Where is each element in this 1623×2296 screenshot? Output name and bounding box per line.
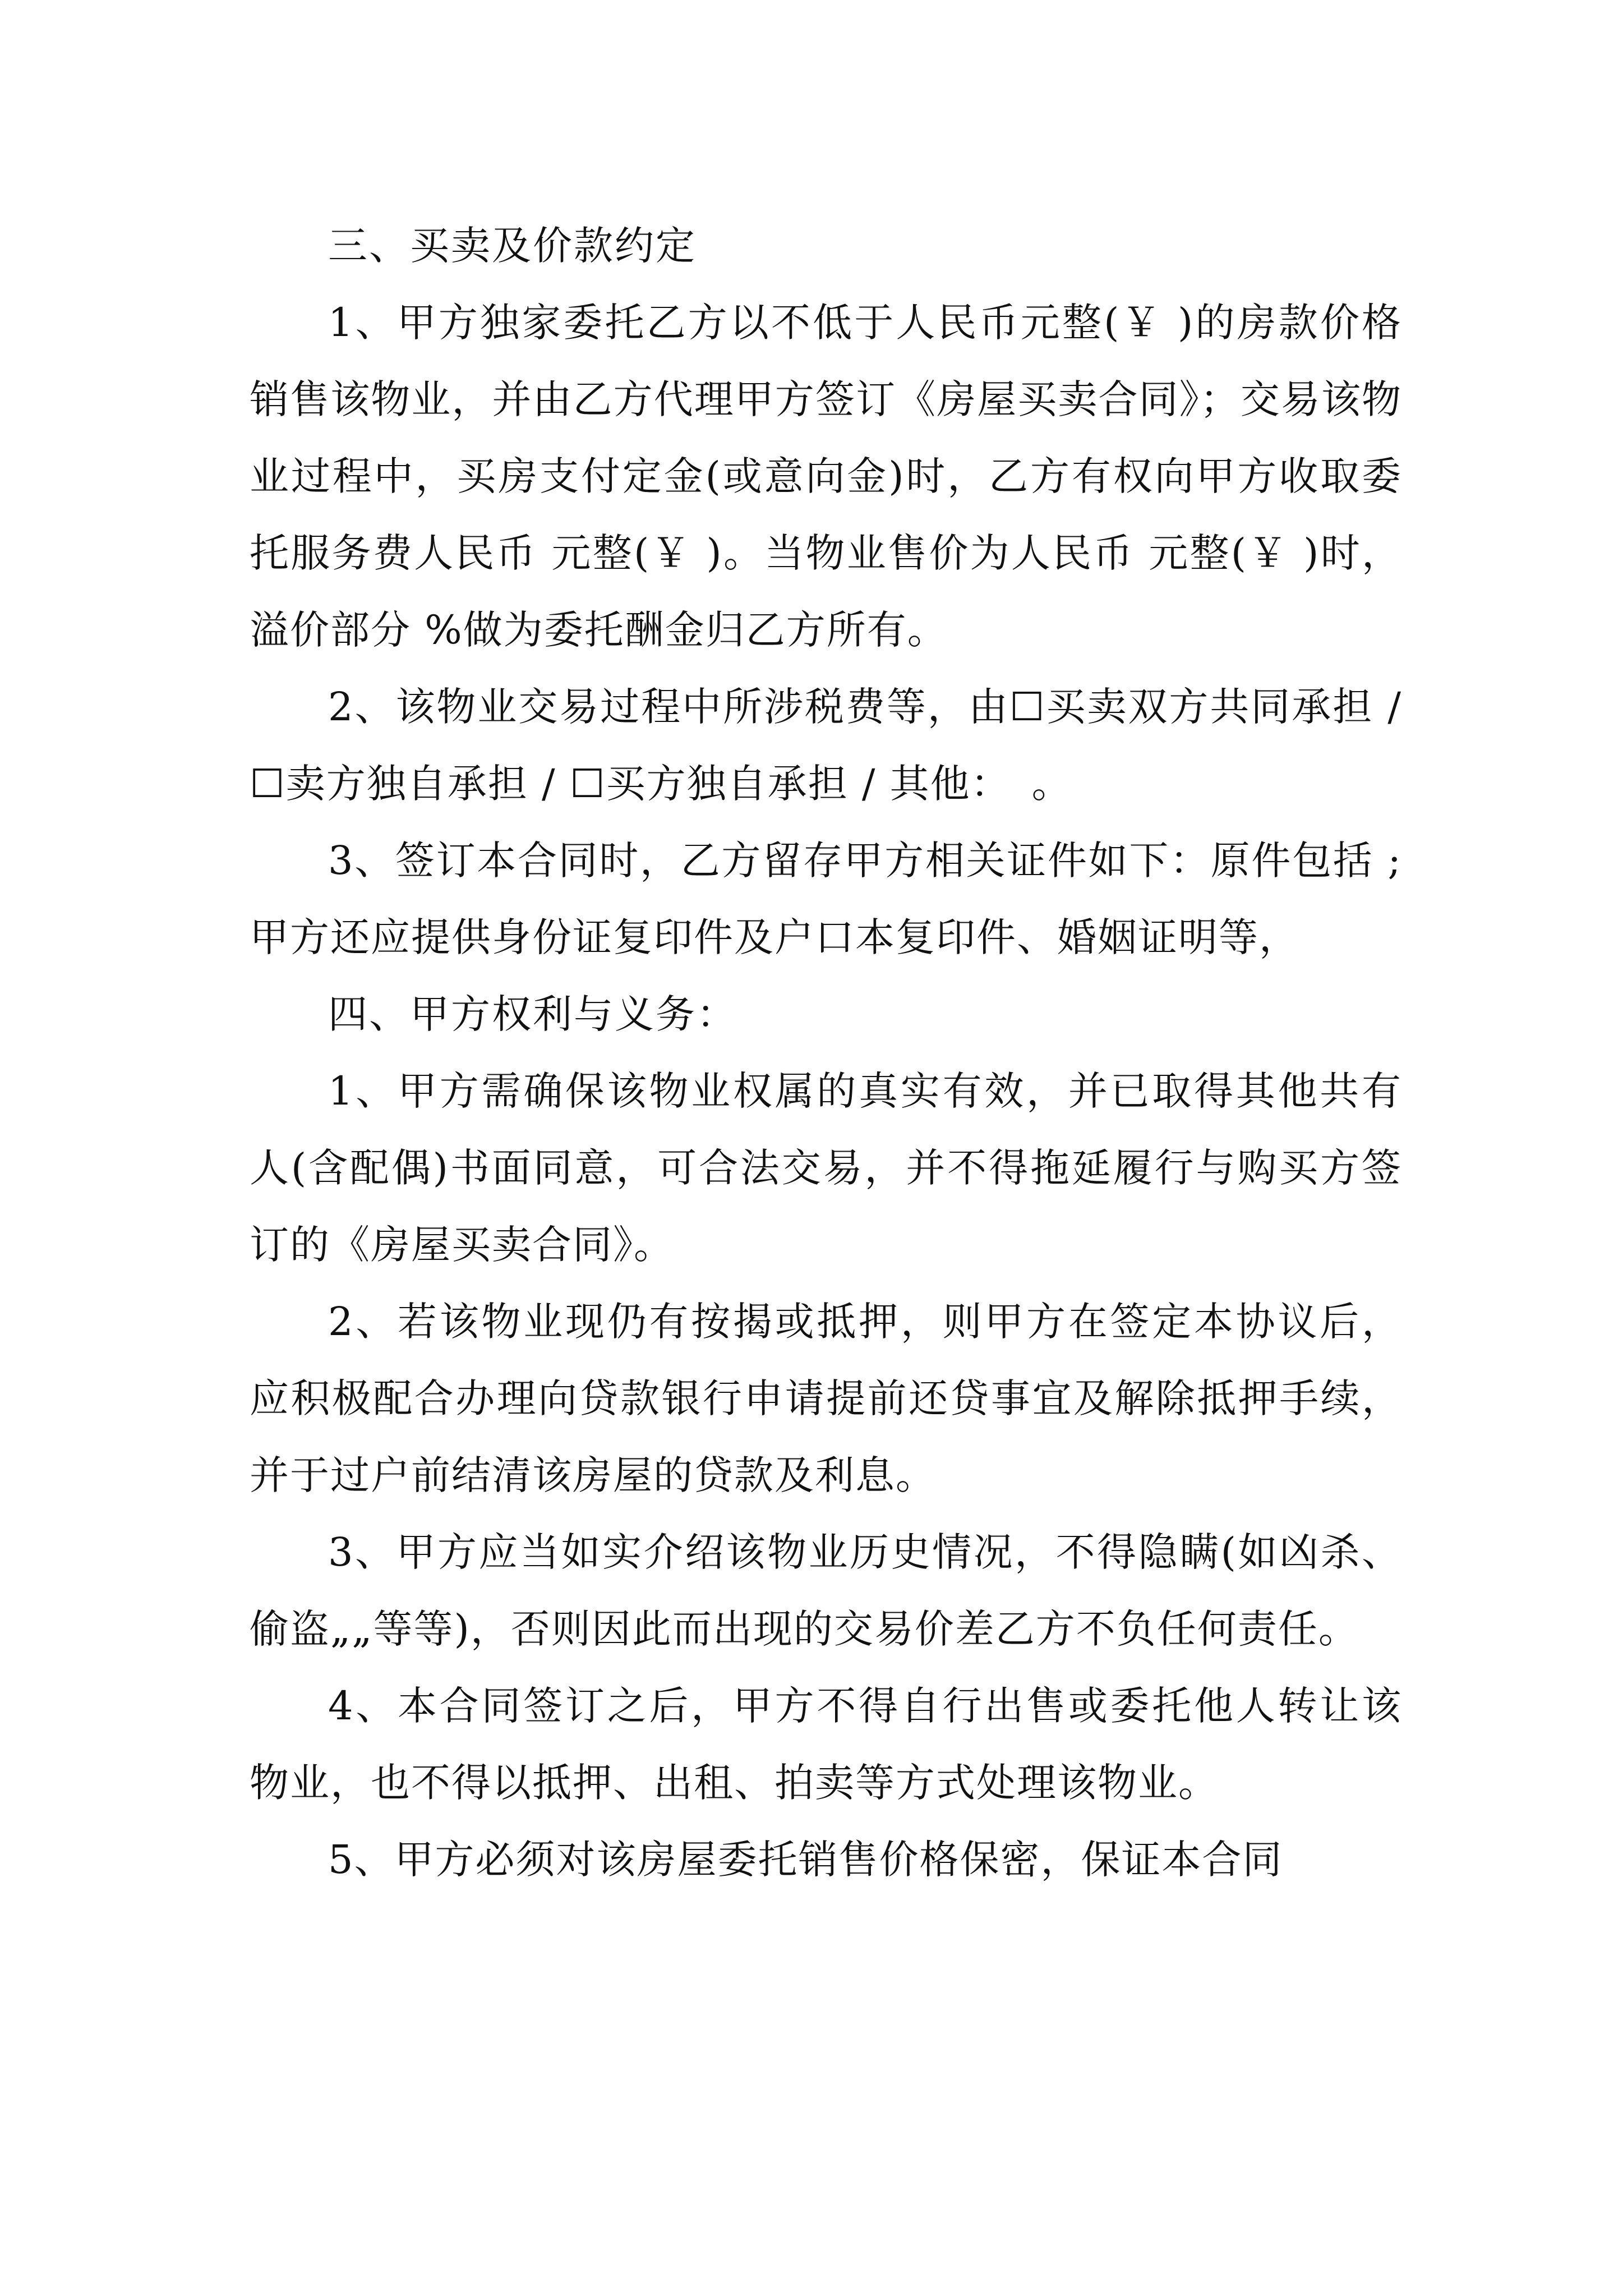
section-4-heading: 四、甲方权利与义务： [328,991,737,1037]
section-4-item-2: 2、若该物业现仍有按揭或抵押，则甲方在签定本协议后，应积极配合办理向贷款银行申请提前还贷事宜及解除抵押手续，并于过户前结清该房屋的贷款及利息。 [250,1299,1402,1498]
section-4-item-5: 5、甲方必须对该房屋委托销售价格保密，保证本合同 [328,1837,1283,1883]
section-3-item-1: 1、甲方独家委托乙方以不低于人民币元整(￥ )的房款价格销售该物业，并由乙方代理甲方签订《房屋买卖合同》；交易该物业过程中，买房支付定金(或意向金)时，乙方有权向甲方收取委托服务费人民币 元整(￥ )。当物业售价为人民币 元整(￥ )时，溢价部分 %做为委托酬金归乙方所有。 [250,300,1402,653]
section-4-item-3: 3、甲方应当如实介绍该物业历史情况，不得隐瞒(如凶杀、偷盗„„等等)，否则因此而出现的交易价差乙方不负任何责任。 [250,1529,1402,1652]
section-4-item-4: 4、本合同签订之后，甲方不得自行出售或委托他人转让该物业，也不得以抵押、出租、拍卖等方式处理该物业。 [250,1683,1402,1806]
section-4-item-1: 1、甲方需确保该物业权属的真实有效，并已取得其他共有人(含配偶)书面同意，可合法交易，并不得拖延履行与购买方签订的《房屋买卖合同》。 [250,1068,1402,1268]
section-3-item-2: 2、该物业交易过程中所涉税费等，由☐买卖双方共同承担 / ☐卖方独自承担 / ☐买方独自承担 / 其他： 。 [250,684,1402,807]
section-3-item-3: 3、签订本合同时，乙方留存甲方相关证件如下：原件包括 ;甲方还应提供身份证复印件及户口本复印件、婚姻证明等， [250,838,1402,960]
section-3-heading: 三、买卖及价款约定 [328,223,697,269]
document-body [250,208,1402,1898]
